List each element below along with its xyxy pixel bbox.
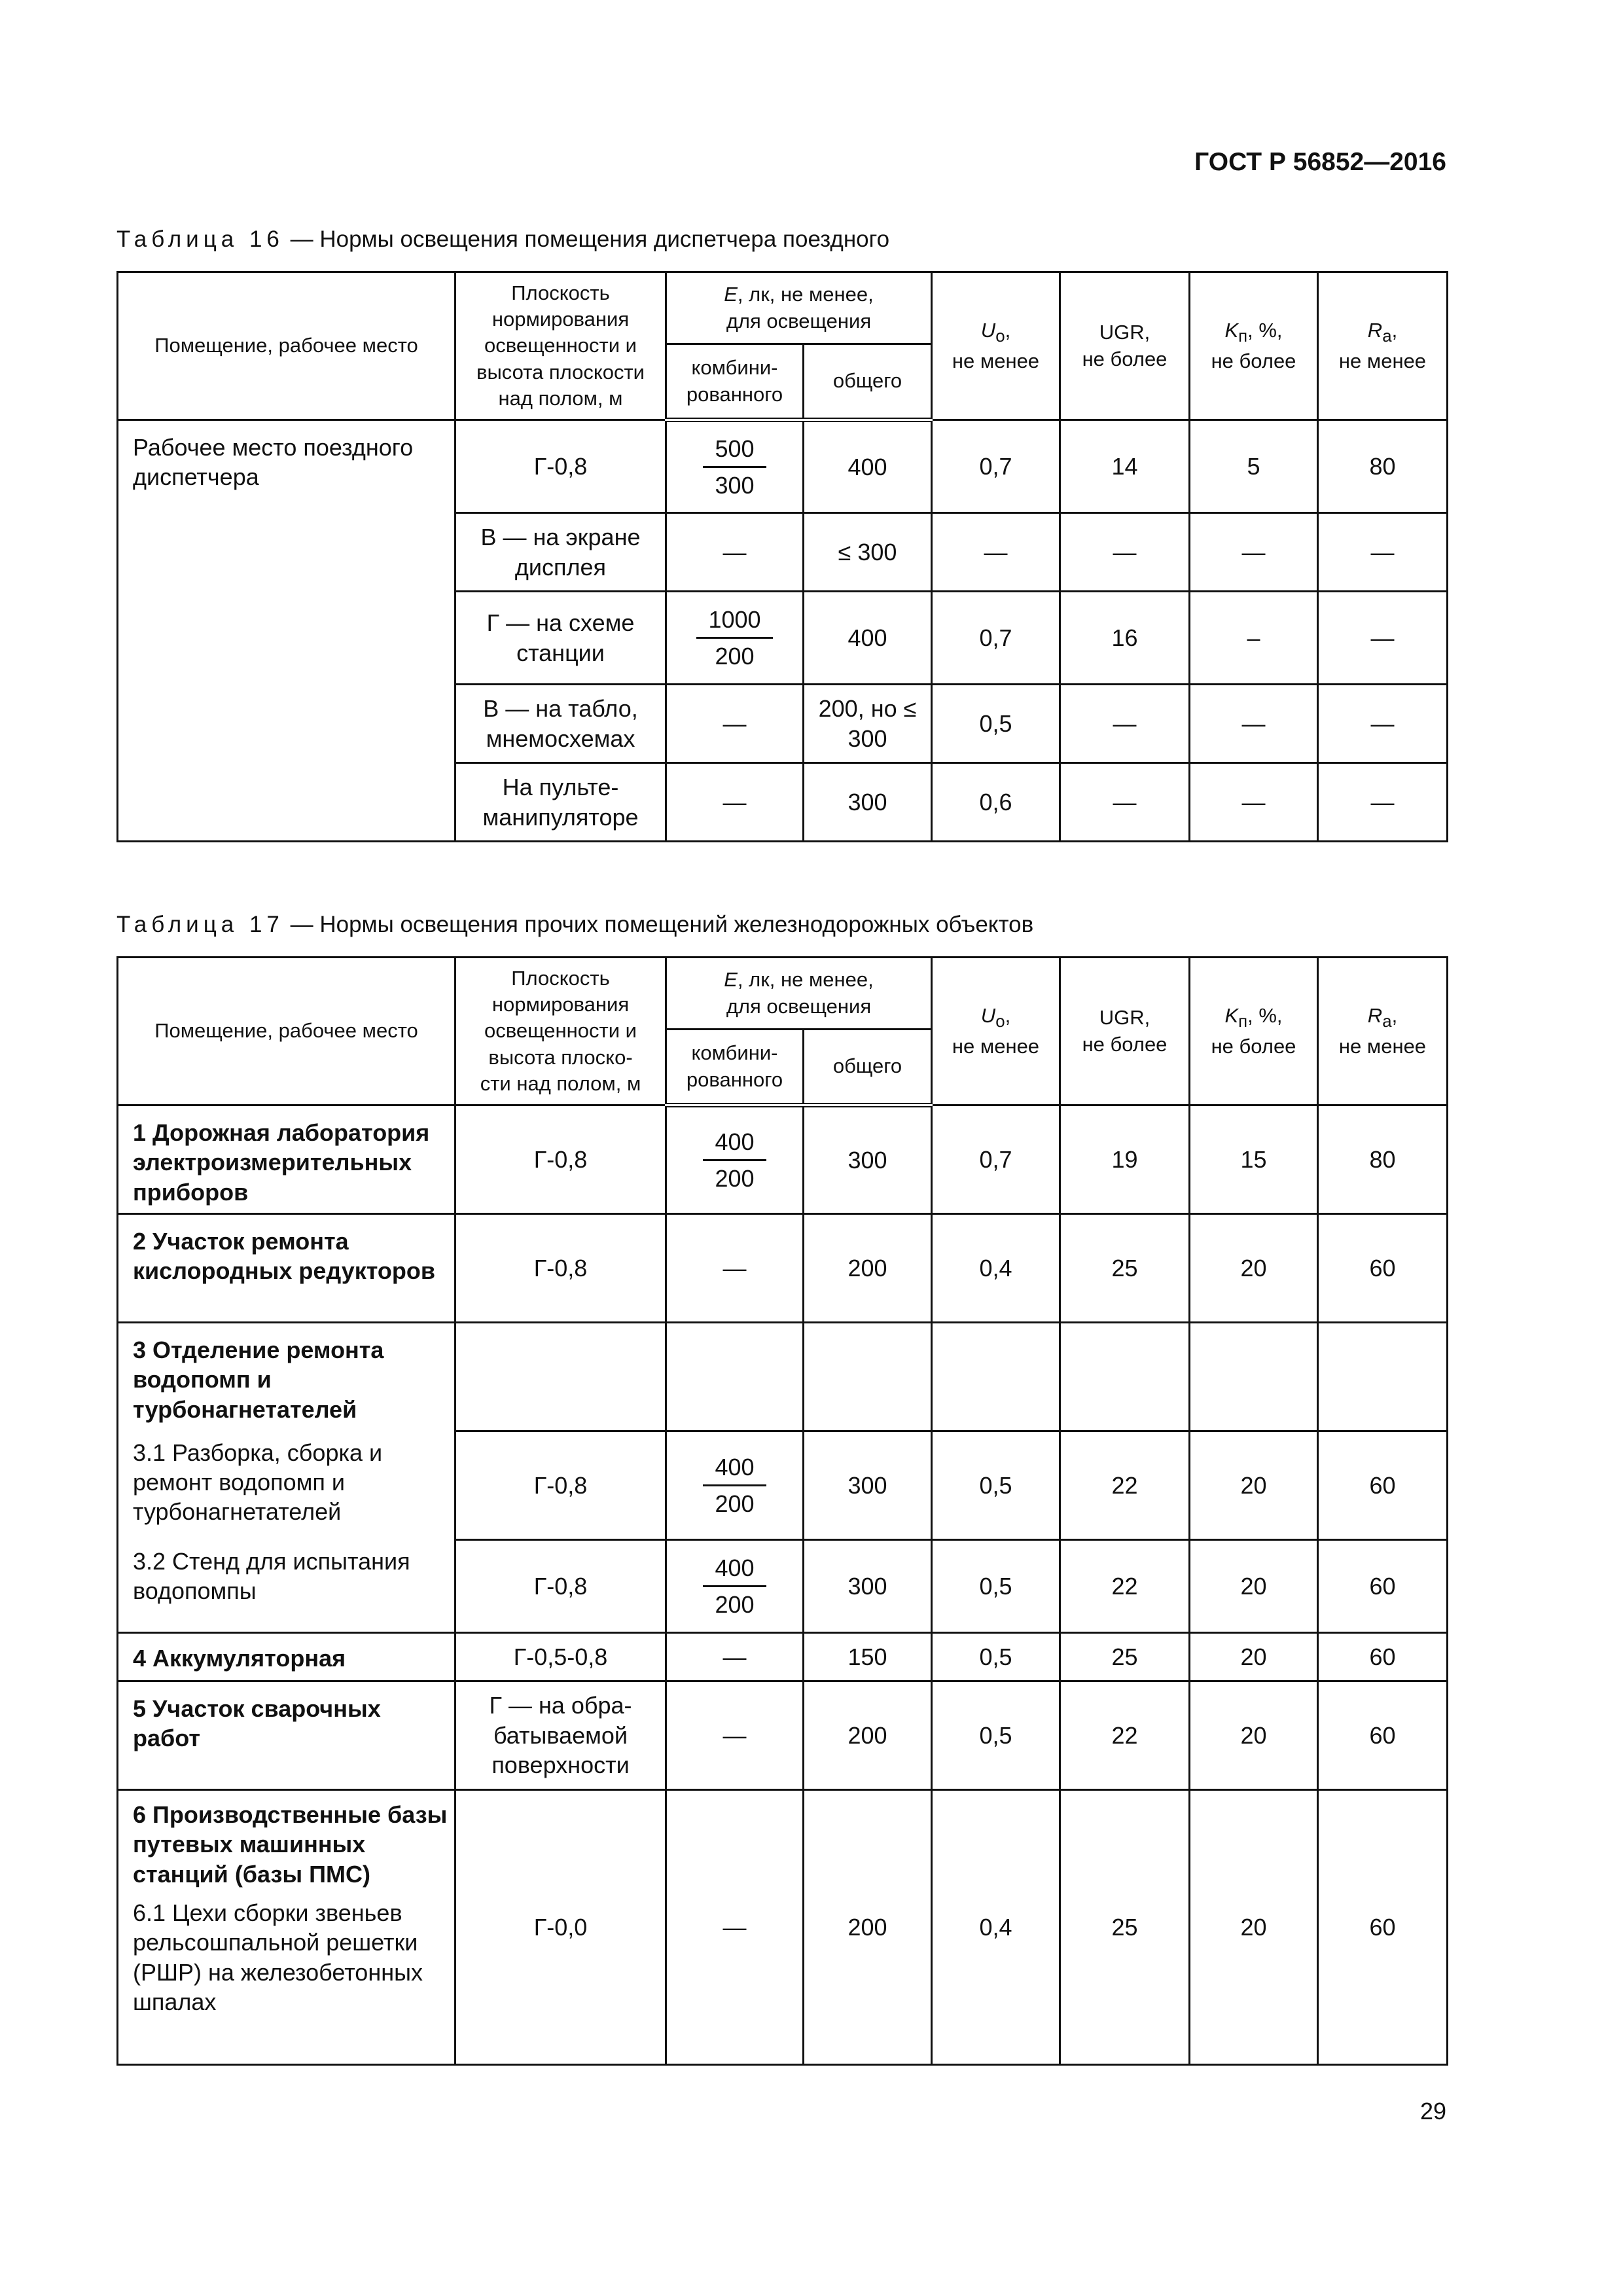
- table16-room: Рабочее место поездного диспетчера: [118, 420, 455, 842]
- col-combined: комбини- рованного: [666, 1030, 804, 1105]
- cell-plane: Г — на обра- батываемой поверхности: [455, 1681, 666, 1790]
- cell-combined: $\frac{400}{200}$: [666, 1540, 804, 1633]
- cell-uo: 0,7: [932, 592, 1060, 685]
- cell-plane: Г-0,5-0,8: [455, 1633, 666, 1681]
- cell-ugr: —: [1060, 685, 1190, 763]
- cell-room: 3.2 Стенд для испытания водопомпы: [118, 1540, 455, 1633]
- cell-plane: На пульте-манипуляторе: [455, 763, 666, 842]
- cell-uo: 0,4: [932, 1214, 1060, 1323]
- document-number: ГОСТ Р 56852—2016: [1194, 148, 1446, 176]
- cell-ra: 60: [1318, 1681, 1448, 1790]
- cell-kp: 5: [1190, 420, 1318, 513]
- cell-uo: 0,5: [932, 1540, 1060, 1633]
- cell-plane: Г-0,0: [455, 1790, 666, 2065]
- cell-kp: 20: [1190, 1540, 1318, 1633]
- cell-room: 2 Участок ремонта кислородных редукторов: [118, 1214, 455, 1323]
- cell-uo: 0,5: [932, 1633, 1060, 1681]
- cell-ra: 60: [1318, 1633, 1448, 1681]
- table17: [116, 956, 1448, 2066]
- col-general: общего: [804, 1030, 932, 1105]
- cell-room: [118, 1790, 455, 2065]
- cell-combined: $\frac{400}{200}$: [666, 1431, 804, 1540]
- table16-title: — Нормы освещения помещения диспетчера поездного: [283, 226, 890, 252]
- section-6-title: 6 Производственные базы путевых машинных станций (базы ПМС): [133, 1801, 448, 1888]
- table16-label: Таблица 16: [116, 226, 284, 252]
- cell-ugr: —: [1060, 763, 1190, 842]
- cell-combined: —: [666, 1214, 804, 1323]
- cell-plane: В — на экране дисплея: [455, 513, 666, 592]
- cell-general: 300: [804, 1431, 932, 1540]
- cell-general: 200: [804, 1681, 932, 1790]
- cell-ra: 80: [1318, 420, 1448, 513]
- cell-general: ≤ 300: [804, 513, 932, 592]
- cell-combined: $\frac{500}{300}$: [666, 420, 804, 513]
- cell-general: 300: [804, 1105, 932, 1214]
- cell-combined: $\frac{1000}{200}$: [666, 592, 804, 685]
- cell-ra: 60: [1318, 1790, 1448, 2065]
- cell-ra: —: [1318, 685, 1448, 763]
- cell-combined: —: [666, 1681, 804, 1790]
- cell-kp: 15: [1190, 1105, 1318, 1214]
- cell-kp: —: [1190, 763, 1318, 842]
- col-room: Помещение, рабочее место: [118, 272, 455, 420]
- col-combined: комбини- рованного: [666, 344, 804, 420]
- cell-plane: Г-0,8: [455, 1540, 666, 1633]
- cell-ra: 60: [1318, 1540, 1448, 1633]
- cell-ra: 60: [1318, 1214, 1448, 1323]
- cell-ugr: 16: [1060, 592, 1190, 685]
- cell-uo: [932, 1323, 1060, 1431]
- cell-ugr: 22: [1060, 1431, 1190, 1540]
- table17-label: Таблица 17: [116, 912, 284, 937]
- col-uo: $U_о$, не менее: [932, 272, 1060, 420]
- cell-plane: Г-0,8: [455, 1214, 666, 1323]
- cell-ugr: 14: [1060, 420, 1190, 513]
- cell-uo: 0,7: [932, 420, 1060, 513]
- cell-kp: [1190, 1323, 1318, 1431]
- col-ugr: UGR, не более: [1060, 272, 1190, 420]
- page-number: 29: [1419, 2098, 1446, 2125]
- cell-combined: —: [666, 1790, 804, 2065]
- col-plane: Плоскость нормирования освещенности и высота плоско- сти над полом, м: [455, 958, 666, 1105]
- cell-plane: Г-0,8: [455, 1431, 666, 1540]
- cell-room: 1 Дорожная лаборатория электроизмерительных приборов: [118, 1105, 455, 1214]
- cell-kp: 20: [1190, 1431, 1318, 1540]
- cell-kp: —: [1190, 685, 1318, 763]
- col-kp: $K_п$, %, не более: [1190, 958, 1318, 1105]
- cell-uo: —: [932, 513, 1060, 592]
- cell-general: 400: [804, 420, 932, 513]
- cell-ra: —: [1318, 592, 1448, 685]
- table17-title: — Нормы освещения прочих помещений железнодорожных объектов: [283, 912, 1034, 937]
- cell-ugr: —: [1060, 513, 1190, 592]
- cell-kp: 20: [1190, 1681, 1318, 1790]
- cell-ugr: 25: [1060, 1633, 1190, 1681]
- table16: [116, 271, 1448, 842]
- cell-uo: 0,5: [932, 685, 1060, 763]
- cell-ra: —: [1318, 513, 1448, 592]
- cell-plane: Г — на схеме станции: [455, 592, 666, 685]
- cell-ra: —: [1318, 763, 1448, 842]
- cell-kp: –: [1190, 592, 1318, 685]
- cell-ugr: 22: [1060, 1540, 1190, 1633]
- cell-plane: [455, 1323, 666, 1431]
- cell-ugr: 22: [1060, 1681, 1190, 1790]
- cell-room: 5 Участок сварочных работ: [118, 1681, 455, 1790]
- cell-uo: 0,4: [932, 1790, 1060, 2065]
- cell-general: 300: [804, 763, 932, 842]
- section-6-1-title: 6.1 Цехи сборки звеньев рельсошпальной решетки (РШР) на железобетонных шпалах: [133, 1899, 423, 2016]
- cell-plane: В — на табло, мнемосхемах: [455, 685, 666, 763]
- cell-combined: —: [666, 685, 804, 763]
- cell-general: [804, 1323, 932, 1431]
- cell-ra: 80: [1318, 1105, 1448, 1214]
- cell-general: 150: [804, 1633, 932, 1681]
- col-ra: $R_a$, не менее: [1318, 272, 1448, 420]
- cell-plane: Г-0,8: [455, 420, 666, 513]
- col-e: E, лк, не менее, для освещения: [666, 958, 932, 1030]
- cell-uo: 0,6: [932, 763, 1060, 842]
- col-kp: $K_п$, %, не более: [1190, 272, 1318, 420]
- cell-ugr: 25: [1060, 1790, 1190, 2065]
- cell-room: 4 Аккумуляторная: [118, 1633, 455, 1681]
- cell-combined: —: [666, 763, 804, 842]
- col-ra: $R_a$, не менее: [1318, 958, 1448, 1105]
- col-general: общего: [804, 344, 932, 420]
- col-plane: Плоскость нормирования освещенности и высота плоскости над полом, м: [455, 272, 666, 420]
- cell-general: 200: [804, 1790, 932, 2065]
- table17-caption: [116, 912, 1033, 938]
- col-ugr: UGR, не более: [1060, 958, 1190, 1105]
- cell-ra: [1318, 1323, 1448, 1431]
- cell-kp: 20: [1190, 1790, 1318, 2065]
- cell-ra: 60: [1318, 1431, 1448, 1540]
- cell-kp: —: [1190, 513, 1318, 592]
- cell-general: 400: [804, 592, 932, 685]
- cell-uo: 0,7: [932, 1105, 1060, 1214]
- col-uo: $U_о$, не менее: [932, 958, 1060, 1105]
- cell-ugr: 25: [1060, 1214, 1190, 1323]
- cell-combined: [666, 1323, 804, 1431]
- cell-plane: Г-0,8: [455, 1105, 666, 1214]
- cell-uo: 0,5: [932, 1431, 1060, 1540]
- cell-ugr: [1060, 1323, 1190, 1431]
- cell-ugr: 19: [1060, 1105, 1190, 1214]
- cell-uo: 0,5: [932, 1681, 1060, 1790]
- cell-combined: —: [666, 1633, 804, 1681]
- table16-caption: [116, 226, 889, 253]
- cell-kp: 20: [1190, 1633, 1318, 1681]
- cell-room: 3.1 Разборка, сборка и ремонт водопомп и турбонагнетателей: [118, 1431, 455, 1540]
- cell-room: 3 Отделение ремонта водопомп и турбонагнетателей: [118, 1323, 455, 1431]
- cell-general: 300: [804, 1540, 932, 1633]
- cell-combined: —: [666, 513, 804, 592]
- cell-general: 200: [804, 1214, 932, 1323]
- col-e: E, лк, не менее, для освещения: [666, 272, 932, 344]
- cell-kp: 20: [1190, 1214, 1318, 1323]
- cell-general: 200, но ≤ 300: [804, 685, 932, 763]
- cell-combined: $\frac{400}{200}$: [666, 1105, 804, 1214]
- col-room: Помещение, рабочее место: [118, 958, 455, 1105]
